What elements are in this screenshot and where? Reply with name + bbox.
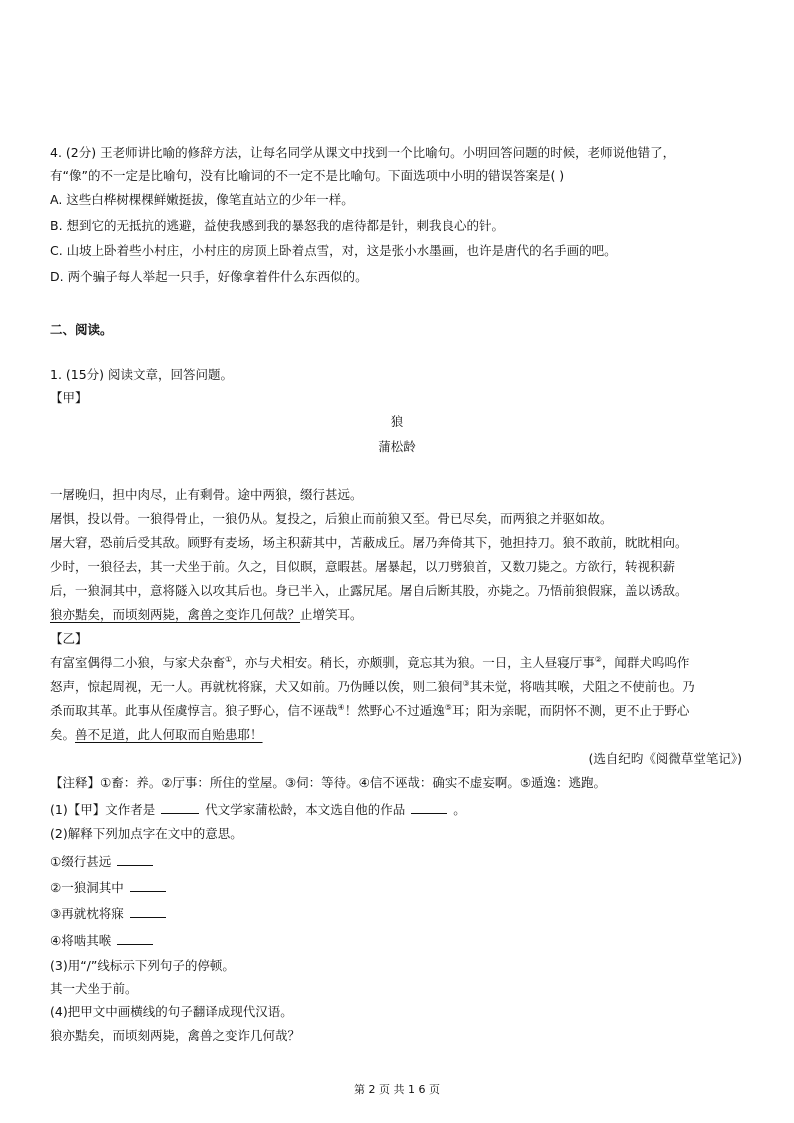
q1-intro: 1. (15分) 阅读文章，回答问题。 <box>50 367 234 382</box>
q4-option-a: A. 这些白桦树棵棵鲜嫩挺拔，像笔直站立的少年一样。 <box>50 192 354 207</box>
answer-blank[interactable] <box>117 853 153 866</box>
yi-underlined-sentence: 兽不足道，此人何取而自贻患耶！ <box>75 727 263 742</box>
jia-line-4: 少时，一狼径去，其一犬坐于前。久之，目似瞑，意暇甚。屠暴起，以刀劈狼首，又数刀毙之。方欲行，转视积薪 <box>50 559 676 574</box>
sub-question-1: (1)【甲】文作者是 代文学家蒲松龄，本文选自他的作品 。 <box>50 802 466 817</box>
word-item-4: ④将啮其喉 <box>50 932 159 949</box>
answer-blank[interactable] <box>130 905 166 918</box>
section-heading: 二、阅读。 <box>50 322 113 337</box>
sub-question-4-sentence: 狼亦黠矣，而顷刻两毙，禽兽之变诈几何哉？ <box>50 1028 301 1043</box>
sub-question-4: (4)把甲文中画横线的句子翻译成现代汉语。 <box>50 1004 293 1019</box>
jia-line-1: 一屠晚归，担中肉尽，止有剩骨。途中两狼，缀行甚远。 <box>50 487 363 502</box>
yi-line-4: 矣。兽不足道，此人何取而自贻患耶！ <box>50 727 263 742</box>
q4-option-b: B. 想到它的无抵抗的逃避，益使我感到我的暴怒我的虐待都是针，刺我良心的针。 <box>50 218 505 233</box>
q4-stem-line2: 有“像”的不一定是比喻句，没有比喻词的不一定不是比喻句。下面选项中小明的错误答案是( ) <box>50 168 565 183</box>
underlined-sentence: 狼亦黠矣，而顷刻两毙，禽兽之变诈几何哉？ <box>50 607 301 622</box>
word-item-2: ②一狼洞其中 <box>50 879 172 896</box>
answer-blank[interactable] <box>130 879 166 892</box>
answer-blank[interactable] <box>117 932 153 945</box>
annotation: 【注释】①畜：养。②厅事：所住的堂屋。③伺：等待。④信不诬哉：确实不虚妄啊。⑤遁逸：逃跑。 <box>50 775 607 790</box>
yi-label: 【乙】 <box>50 631 88 646</box>
page-footer: 第 2 页 共 1 6 页 <box>354 1083 440 1096</box>
passage-title: 狼 <box>390 414 404 429</box>
answer-blank[interactable] <box>411 801 447 814</box>
jia-line-3: 屠大窘，恐前后受其敌。顾野有麦场，场主积薪其中，苫蔽成丘。屠乃奔倚其下，弛担持刀。狼不敢前，眈眈相向。 <box>50 535 688 550</box>
word-item-1: ①缀行甚远 <box>50 853 159 870</box>
jia-label: 【甲】 <box>50 390 88 405</box>
source-note: (选自纪昀《阅微草堂笔记》) <box>588 751 742 766</box>
sub-question-3-sentence: 其一犬坐于前。 <box>50 981 138 996</box>
yi-line-2: 怒声，惊起周视，无一人。再就枕将寐，犬又如前。乃伪睡以俟，则二狼伺③其未觉，将啮其喉，犬阻之不使前也。乃 <box>50 678 695 694</box>
word-item-3: ③再就枕将寐 <box>50 905 172 922</box>
jia-line-6-tail: 止增笑耳。 <box>300 607 363 622</box>
sub-question-3: (3)用“/”线标示下列句子的停顿。 <box>50 958 235 973</box>
yi-line-3: 杀而取其革。此事从侄虞惇言。狼子野心，信不诬哉④！然野心不过遁逸⑤耳；阳为亲昵，而阴怀不测，更不止于野心 <box>50 702 690 718</box>
q4-option-c: C. 山坡上卧着些小村庄，小村庄的房顶上卧着点雪，对，这是张小水墨画，也许是唐代的名手画的吧。 <box>50 243 617 258</box>
jia-line-6 <box>50 607 363 623</box>
sub-question-2: (2)解释下列加点字在文中的意思。 <box>50 826 243 841</box>
q4-stem-line1: 4. (2分) 王老师讲比喻的修辞方法，让每名同学从课文中找到一个比喻句。小明回答问题的时候，老师说他错了， <box>50 145 676 160</box>
yi-line-1: 有富室偶得二小狼，与家犬杂畜①，亦与犬相安。稍长，亦颇驯，竟忘其为狼。一日，主人昼寝厅事②，闻群犬呜呜作 <box>50 654 690 670</box>
passage-author: 蒲松龄 <box>378 439 416 454</box>
q4-option-d: D. 两个骗子每人举起一只手，好像拿着件什么东西似的。 <box>50 269 368 284</box>
jia-line-5: 后，一狼洞其中，意将隧入以攻其后也。身已半入，止露尻尾。屠自后断其股，亦毙之。乃悟前狼假寐，盖以诱敌。 <box>50 583 688 598</box>
answer-blank[interactable] <box>161 801 199 814</box>
jia-line-2: 屠惧，投以骨。一狼得骨止，一狼仍从。复投之，后狼止而前狼又至。骨已尽矣，而两狼之并驱如故。 <box>50 511 613 526</box>
